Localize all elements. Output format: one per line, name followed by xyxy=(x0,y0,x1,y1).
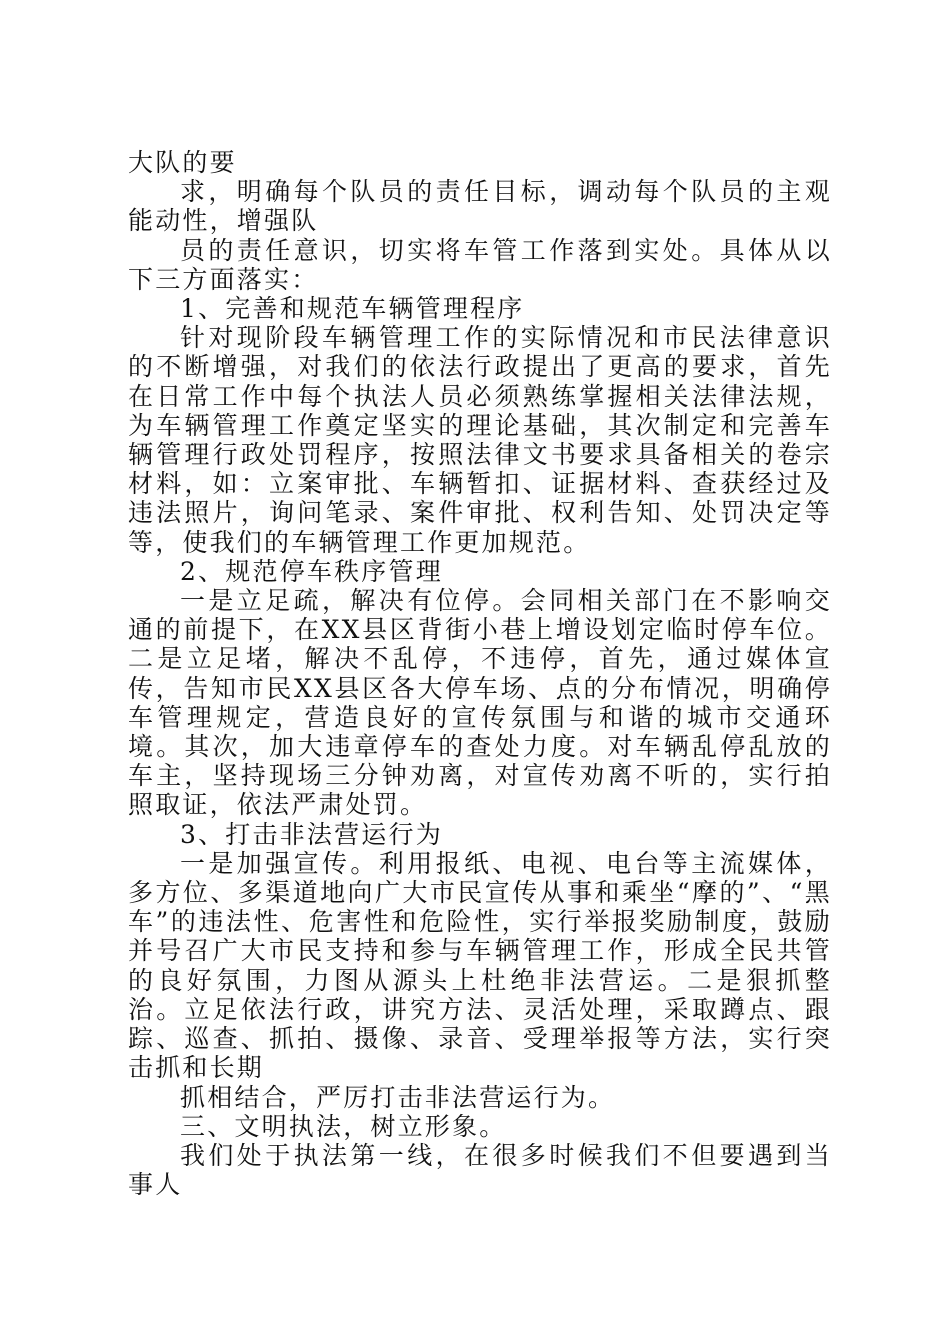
heading-vehicle-management-procedure: 1、完善和规范车辆管理程序 xyxy=(180,294,525,324)
document-body xyxy=(128,148,832,1199)
paragraph-responsibility-goals: 求，明确每个队员的责任目标，调动每个队员的主观能动性，增强队 xyxy=(128,177,832,236)
heading-illegal-operation: 3、打击非法营运行为 xyxy=(180,819,443,849)
paragraph-vehicle-management-procedure: 针对现阶段车辆管理工作的实际情况和市民法律意识的不断增强，对我们的依法行政提出了更高的要求，首先在日常工作中每个执法人员必须熟练掌握相关法律法规，为车辆管理工作奠定坚实的理论基础，其次制定和完善车辆管理行政处罚程序，按照法律文书要求具备相关的卷宗材料，如：立案审批、车辆暂扣、证据材料、查获经过及违法照片，询问笔录、案件审批、权利告知、处罚决定等等，使我们的车辆管理工作更加规范。 xyxy=(128,323,832,557)
heading-civilized-enforcement: 三、文明执法，树立形象。 xyxy=(180,1111,507,1141)
paragraph-illegal-operation-continued: 抓相结合，严厉打击非法营运行为。 xyxy=(180,1082,616,1112)
heading-parking-order: 2、规范停车秩序管理 xyxy=(180,556,443,586)
paragraph-parking-order: 一是立足疏，解决有位停。会同相关部门在不影响交通的前提下，在XX县区背街小巷上增设划定临时停车位。二是立足堵，解决不乱停，不违停，首先，通过媒体宣传，告知市民XX县区各大停车场、点的分布情况，明确停车管理规定，营造良好的宣传氛围与和谐的城市交通环境。其次，加大违章停车的查处力度。对车辆乱停乱放的车主，坚持现场三分钟劝离，对宣传劝离不听的，实行拍照取证，依法严肃处罚。 xyxy=(128,586,832,820)
paragraph-civilized-enforcement: 我们处于执法第一线，在很多时候我们不但要遇到当事人 xyxy=(128,1140,832,1200)
paragraph-responsibility-awareness: 员的责任意识，切实将车管工作落到实处。具体从以下三方面落实： xyxy=(128,235,832,294)
paragraph-intro-fragment: 大队的要 xyxy=(128,148,237,177)
paragraph-illegal-operation: 一是加强宣传。利用报纸、电视、电台等主流媒体，多方位、多渠道地向广大市民宣传从事和乘坐“摩的”、“黑车”的违法性、危害性和危险性，实行举报奖励制度，鼓励并号召广大市民支持和参与车辆管理工作，形成全民共管的良好氛围，力图从源头上杜绝非法营运。二是狠抓整治。立足依法行政，讲究方法、灵活处理，采取蹲点、跟踪、巡查、抓拍、摄像、录音、受理举报等方法，实行突击抓和长期 xyxy=(128,848,832,1083)
